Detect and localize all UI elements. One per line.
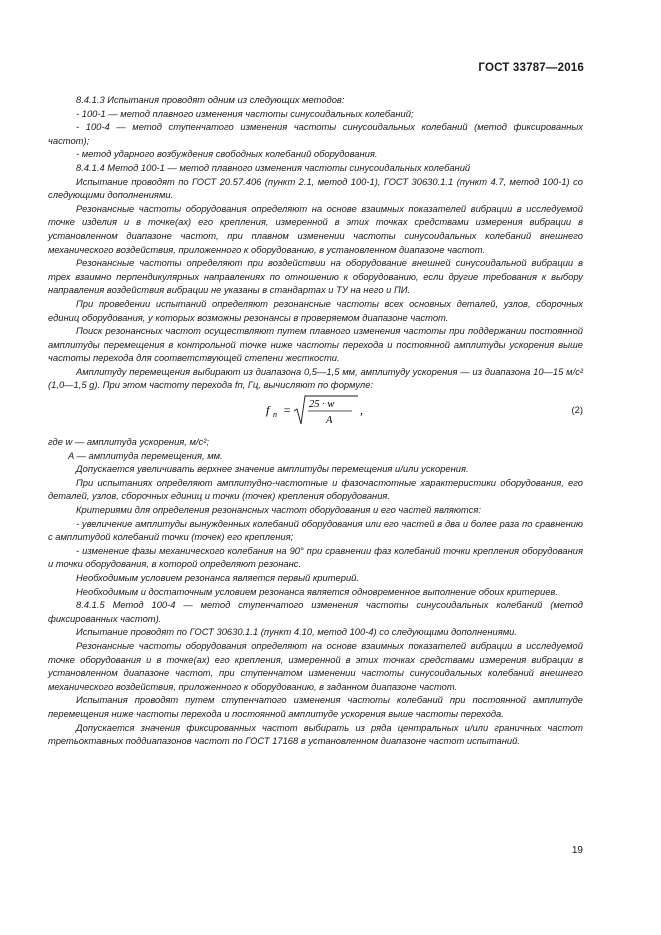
formula-expression <box>266 393 406 429</box>
paragraph: При проведении испытаний определяют резонансные частоты всех основных деталей, узлов, сборочных единиц оборудования, у которых возможны резонансы в проверяемом диапазоне частот. <box>48 297 583 323</box>
section-heading: 8.4.1.4 Метод 100-1 — метод плавного изменения частоты синусоидальных колебаний <box>76 161 471 173</box>
paragraph: Допускается значения фиксированных частот выбирать из ряда центральных и/или граничных частот третьоктавных поддиапазонов частот по ГОСТ 17168 в установленном диапазоне частот испытаний. <box>48 721 583 747</box>
list-item: - метод ударного возбуждения свободных колебаний оборудования. <box>76 148 378 160</box>
formula-block <box>48 393 583 429</box>
paragraph: Необходимым и достаточным условием резонанса является одновременное выполнение обоих критериев. <box>76 585 558 597</box>
paragraph: A — амплитуда перемещения, мм. <box>68 449 223 461</box>
paragraph: Допускается увеличивать верхнее значение амплитуды перемещения и/или ускорения. <box>76 463 469 475</box>
paragraph: Испытания проводят путем ступенчатого изменения частоты колебаний при постоянной амплитуде перемещения ниже частоты перехода и постоянной амплитуде ускорения выше частоты перехода. <box>48 694 583 719</box>
paragraph: При испытаниях определяют амплитудно-частотные и фазочастотные характеристики оборудования, его деталей, узлов, сборочных единиц и точки (точек) крепления оборудования. <box>48 476 583 502</box>
paragraph: Резонансные частоты определяют при воздействии на оборудование внешней синусоидальной вибрации в трех взаимно перпендикулярных направлениях по отношению к оборудованию, если другие требования к выбору направления воздействия вибрации не указаны в стандартах и ТУ на него и ПИ. <box>48 257 583 296</box>
document-body <box>48 93 583 748</box>
page-number: 19 <box>571 845 583 856</box>
formula-denominator: A <box>326 415 333 427</box>
list-item: - 100-4 — метод ступенчатого изменения частоты синусоидальных колебаний (метод фиксированных частот); <box>48 121 583 146</box>
paragraph: Резонансные частоты оборудования определяют на основе взаимных показателей вибрации в исследуемой точке изделия и в точке(ах) его крепления, измеренной в этих точках средствами измерения вибрации в установленном диапазоне частот, при плавном изменении частоты синусоидальных колебаний внешнего механического воздействия, приложенного к оборудованию, в установленном диапазоне частот. <box>48 202 583 255</box>
list-item: - изменение фазы механического колебания на 90° при сравнении фаз колебаний точки крепления оборудования и точки оборудования, в которой определяют резонанс. <box>48 544 583 570</box>
formula-lhs: f <box>266 403 270 418</box>
paragraph: Амплитуду перемещения выбирают из диапазона 0,5—1,5 мм, амплитуду ускорения — из диапазона 10—15 м/с² (1,0—1,5 g). При этом частоту перехода fп, Гц, вычисляют по формуле: <box>48 365 583 391</box>
paragraph: Поиск резонансных частот осуществляют путем плавного изменения частоты при поддержании постоянной амплитуды перемещения в контрольной точке ниже частоты перехода и постоянной амплитуды ускорения выше частоты перехода для соответствующей степени жесткости. <box>48 325 583 364</box>
formula-number: (2) <box>571 404 583 416</box>
formula-tail: , <box>360 403 363 418</box>
paragraph: Критериями для определения резонансных частот оборудования и его частей являются: <box>76 504 481 516</box>
list-item: - 100-1 — метод плавного изменения частоты синусоидальных колебаний; <box>76 107 414 119</box>
paragraph: Необходимым условием резонанса является первый критерий. <box>76 572 359 583</box>
section-heading: 8.4.1.5 Метод 100-4 — метод ступенчатого изменения частоты синусоидальных колебаний (метод фиксированных частот). <box>48 599 583 624</box>
formula-lhs-sub: п <box>273 410 277 420</box>
paragraph: Резонансные частоты оборудования определяют на основе взаимных показателей вибрации в исследуемой точке оборудования и в точке(ах) его крепления, измеренной в этих точках средствами измерения вибрации в установленном диапазоне частот, при ступенчатом изменении частоты синусоидальных колебаний внешнего механического воздействия, приложенного к оборудованию, в заданном диапазоне частот. <box>48 639 583 692</box>
standard-header: ГОСТ 33787—2016 <box>478 62 584 74</box>
paragraph: Испытание проводят по ГОСТ 20.57.406 (пункт 2.1, метод 100-1), ГОСТ 30630.1.1 (пункт 4.7, метод 100-1) со следующими дополнениями. <box>48 175 583 201</box>
formula-equals: = <box>283 403 292 418</box>
formula-numerator: 25 · w <box>309 399 335 411</box>
paragraph: Испытание проводят по ГОСТ 30630.1.1 (пункт 4.10, метод 100-4) со следующими дополнениями. <box>76 626 517 638</box>
list-item: - увеличение амплитуды вынужденных колебаний оборудования или его частей в два и более раза по сравнению с амплитудой колебаний точки (точек) его крепления; <box>48 517 583 543</box>
paragraph: где w — амплитуда ускорения, м/с²; <box>48 436 209 448</box>
paragraph: 8.4.1.3 Испытания проводят одним из следующих методов: <box>76 94 345 105</box>
